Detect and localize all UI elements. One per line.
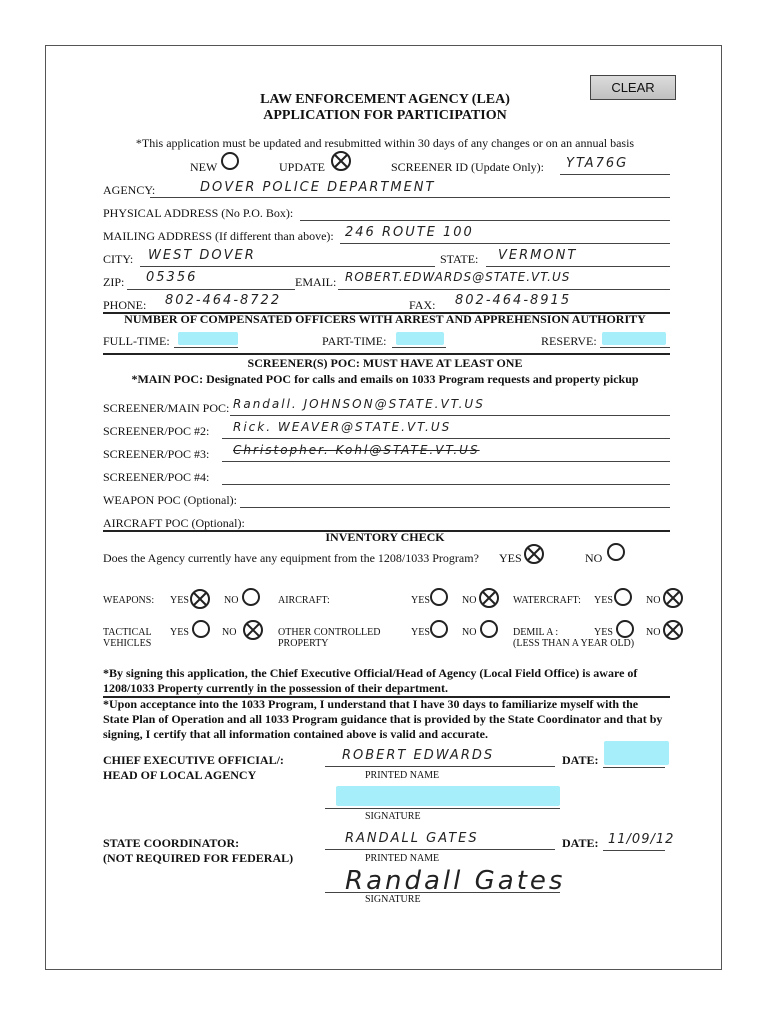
inventory-header: INVENTORY CHECK [325,530,445,544]
physical-address-label: PHYSICAL ADDRESS (No P.O. Box): [103,206,294,220]
aircraft-poc-label: AIRCRAFT POC (Optional): [103,516,245,530]
weapon-poc-label: WEAPON POC (Optional): [103,493,237,507]
poc4-field[interactable] [222,484,670,485]
tactical-label-1: TACTICAL [103,627,152,638]
demil-no-checked[interactable] [662,619,684,641]
phone-value: 802-464-8722 [165,293,282,308]
ceo-signature-field[interactable] [325,808,560,809]
sign-para-1b: 1208/1033 Property currently in the possession of their department. [103,681,448,695]
ceo-printed-name: ROBERT EDWARDS [342,748,495,763]
state-label: STATE: [440,252,479,266]
demil-label-1: DEMIL A : [513,627,559,638]
agency-value: DOVER POLICE DEPARTMENT [200,180,436,195]
poc2-value: Rick. WEAVER@STATE.VT.US [233,420,452,434]
zip-value: 05356 [146,270,198,285]
update-label: UPDATE [279,160,326,174]
tactical-yes-label: YES [170,627,189,638]
ceo-signature-redacted [336,786,560,806]
coord-date-value: 11/09/12 [608,832,675,847]
fulltime-label: FULL-TIME: [103,334,170,348]
demil-yes-radio[interactable] [616,620,634,638]
clear-button[interactable]: CLEAR [590,75,676,100]
phone-label: PHONE: [103,298,147,312]
tactical-no-label: NO [222,627,237,638]
aircraft-no-checked[interactable] [478,587,500,609]
officers-header: NUMBER OF COMPENSATED OFFICERS WITH ARREST AND APPREHENSION AUTHORITY [124,312,646,326]
poc3-value-struck: Christopher. Kohl@STATE.VT.US [233,443,480,457]
sign-para-2b: State Plan of Operation and all 1033 Program guidance that is provided by the State Coordinator and that by [103,712,663,726]
city-label: CITY: [103,252,134,266]
other-controlled-label-1: OTHER CONTROLLED [278,627,381,638]
ceo-date-label: DATE: [562,753,599,767]
other-controlled-label-2: PROPERTY [278,638,329,649]
aircraft-yes-radio[interactable] [430,588,448,606]
form-title-2: APPLICATION FOR PARTICIPATION [263,108,507,123]
sign-para-1a: *By signing this application, the Chief Executive Official/Head of Agency (Local Field Office) is aware of [103,666,638,680]
aircraft-no-label: NO [462,595,477,606]
ceo-printed-name-caption: PRINTED NAME [365,770,440,781]
form-title-1: LAW ENFORCEMENT AGENCY (LEA) [260,92,510,107]
screener-id-value: YTA76G [566,156,629,171]
new-radio[interactable] [221,152,239,170]
poc-subheader: *MAIN POC: Designated POC for calls and emails on 1033 Program requests and property pickup [131,372,639,386]
inventory-question: Does the Agency currently have any equipment from the 1208/1033 Program? [103,551,479,565]
poc-header: SCREENER(S) POC: MUST HAVE AT LEAST ONE [247,356,523,370]
tactical-no-checked[interactable] [242,619,264,641]
state-value: VERMONT [498,248,578,263]
other-yes-label: YES [411,627,430,638]
weapon-poc-field[interactable] [240,507,670,508]
tactical-yes-radio[interactable] [192,620,210,638]
coord-label-2: (NOT REQUIRED FOR FEDERAL) [103,851,294,865]
city-value: WEST DOVER [148,248,256,263]
aircraft-yes-label: YES [411,595,430,606]
mailing-address-label: MAILING ADDRESS (If different than above): [103,229,334,243]
sign-para-2c: signing, I certify that all information contained above is valid and accurate. [103,727,488,741]
poc1-label: SCREENER/MAIN POC: [103,401,230,415]
poc2-label: SCREENER/POC #2: [103,424,210,438]
watercraft-yes-radio[interactable] [614,588,632,606]
weapons-yes-checked[interactable] [189,588,211,610]
demil-label-2: (LESS THAN A YEAR OLD) [513,638,635,649]
fax-label: FAX: [409,298,436,312]
reserve-label: RESERVE: [541,334,597,348]
ceo-signature-caption: SIGNATURE [365,811,421,822]
mailing-address-value: 246 ROUTE 100 [345,225,474,240]
reserve-redacted [602,332,666,345]
parttime-redacted [396,332,444,345]
coord-printed-name: RANDALL GATES [345,831,479,846]
inventory-yes-checked[interactable] [523,543,545,565]
other-no-radio[interactable] [480,620,498,638]
watercraft-no-checked[interactable] [662,587,684,609]
email-value: ROBERT.EDWARDS@STATE.VT.US [345,270,571,284]
other-no-label: NO [462,627,477,638]
parttime-label: PART-TIME: [322,334,387,348]
demil-no-label: NO [646,627,661,638]
weapons-no-label: NO [224,595,239,606]
inventory-yes-label: YES [499,551,522,565]
tactical-label-2: VEHICLES [103,638,152,649]
ceo-label-2: HEAD OF LOCAL AGENCY [103,768,257,782]
inventory-no-label: NO [585,551,603,565]
poc3-label: SCREENER/POC #3: [103,447,210,461]
coord-signature-field[interactable] [325,892,560,893]
fax-value: 802-464-8915 [455,293,572,308]
physical-address-field[interactable] [300,220,670,221]
weapons-label: WEAPONS: [103,595,155,606]
ceo-date-redacted [604,741,669,765]
weapons-no-radio[interactable] [242,588,260,606]
poc1-value: Randall. JOHNSON@STATE.VT.US [233,397,485,411]
poc4-label: SCREENER/POC #4: [103,470,210,484]
sign-para-2a: *Upon acceptance into the 1033 Program, I understand that I have 30 days to familiarize myself with the [103,697,639,711]
screener-id-label: SCREENER ID (Update Only): [391,160,544,174]
coord-signature-caption: SIGNATURE [365,894,421,905]
email-label: EMAIL: [295,275,337,289]
watercraft-yes-label: YES [594,595,613,606]
fulltime-redacted [178,332,238,345]
agency-label: AGENCY: [103,183,156,197]
update-notice: *This application must be updated and resubmitted within 30 days of any changes or on an annual basis [135,136,635,150]
weapons-yes-label: YES [170,595,189,606]
update-radio-checked[interactable] [330,150,352,172]
aircraft-label: AIRCRAFT: [278,595,330,606]
coord-label-1: STATE COORDINATOR: [103,836,240,850]
coord-date-label: DATE: [562,836,599,850]
demil-yes-label: YES [594,627,613,638]
watercraft-label: WATERCRAFT: [513,595,581,606]
watercraft-no-label: NO [646,595,661,606]
other-yes-radio[interactable] [430,620,448,638]
inventory-no-radio[interactable] [607,543,625,561]
coord-signature-value: Randall Gates [345,866,566,896]
ceo-label-1: CHIEF EXECUTIVE OFFICIAL/: [103,753,284,767]
new-label: NEW [190,160,218,174]
coord-printed-name-caption: PRINTED NAME [365,853,440,864]
zip-label: ZIP: [103,275,125,289]
